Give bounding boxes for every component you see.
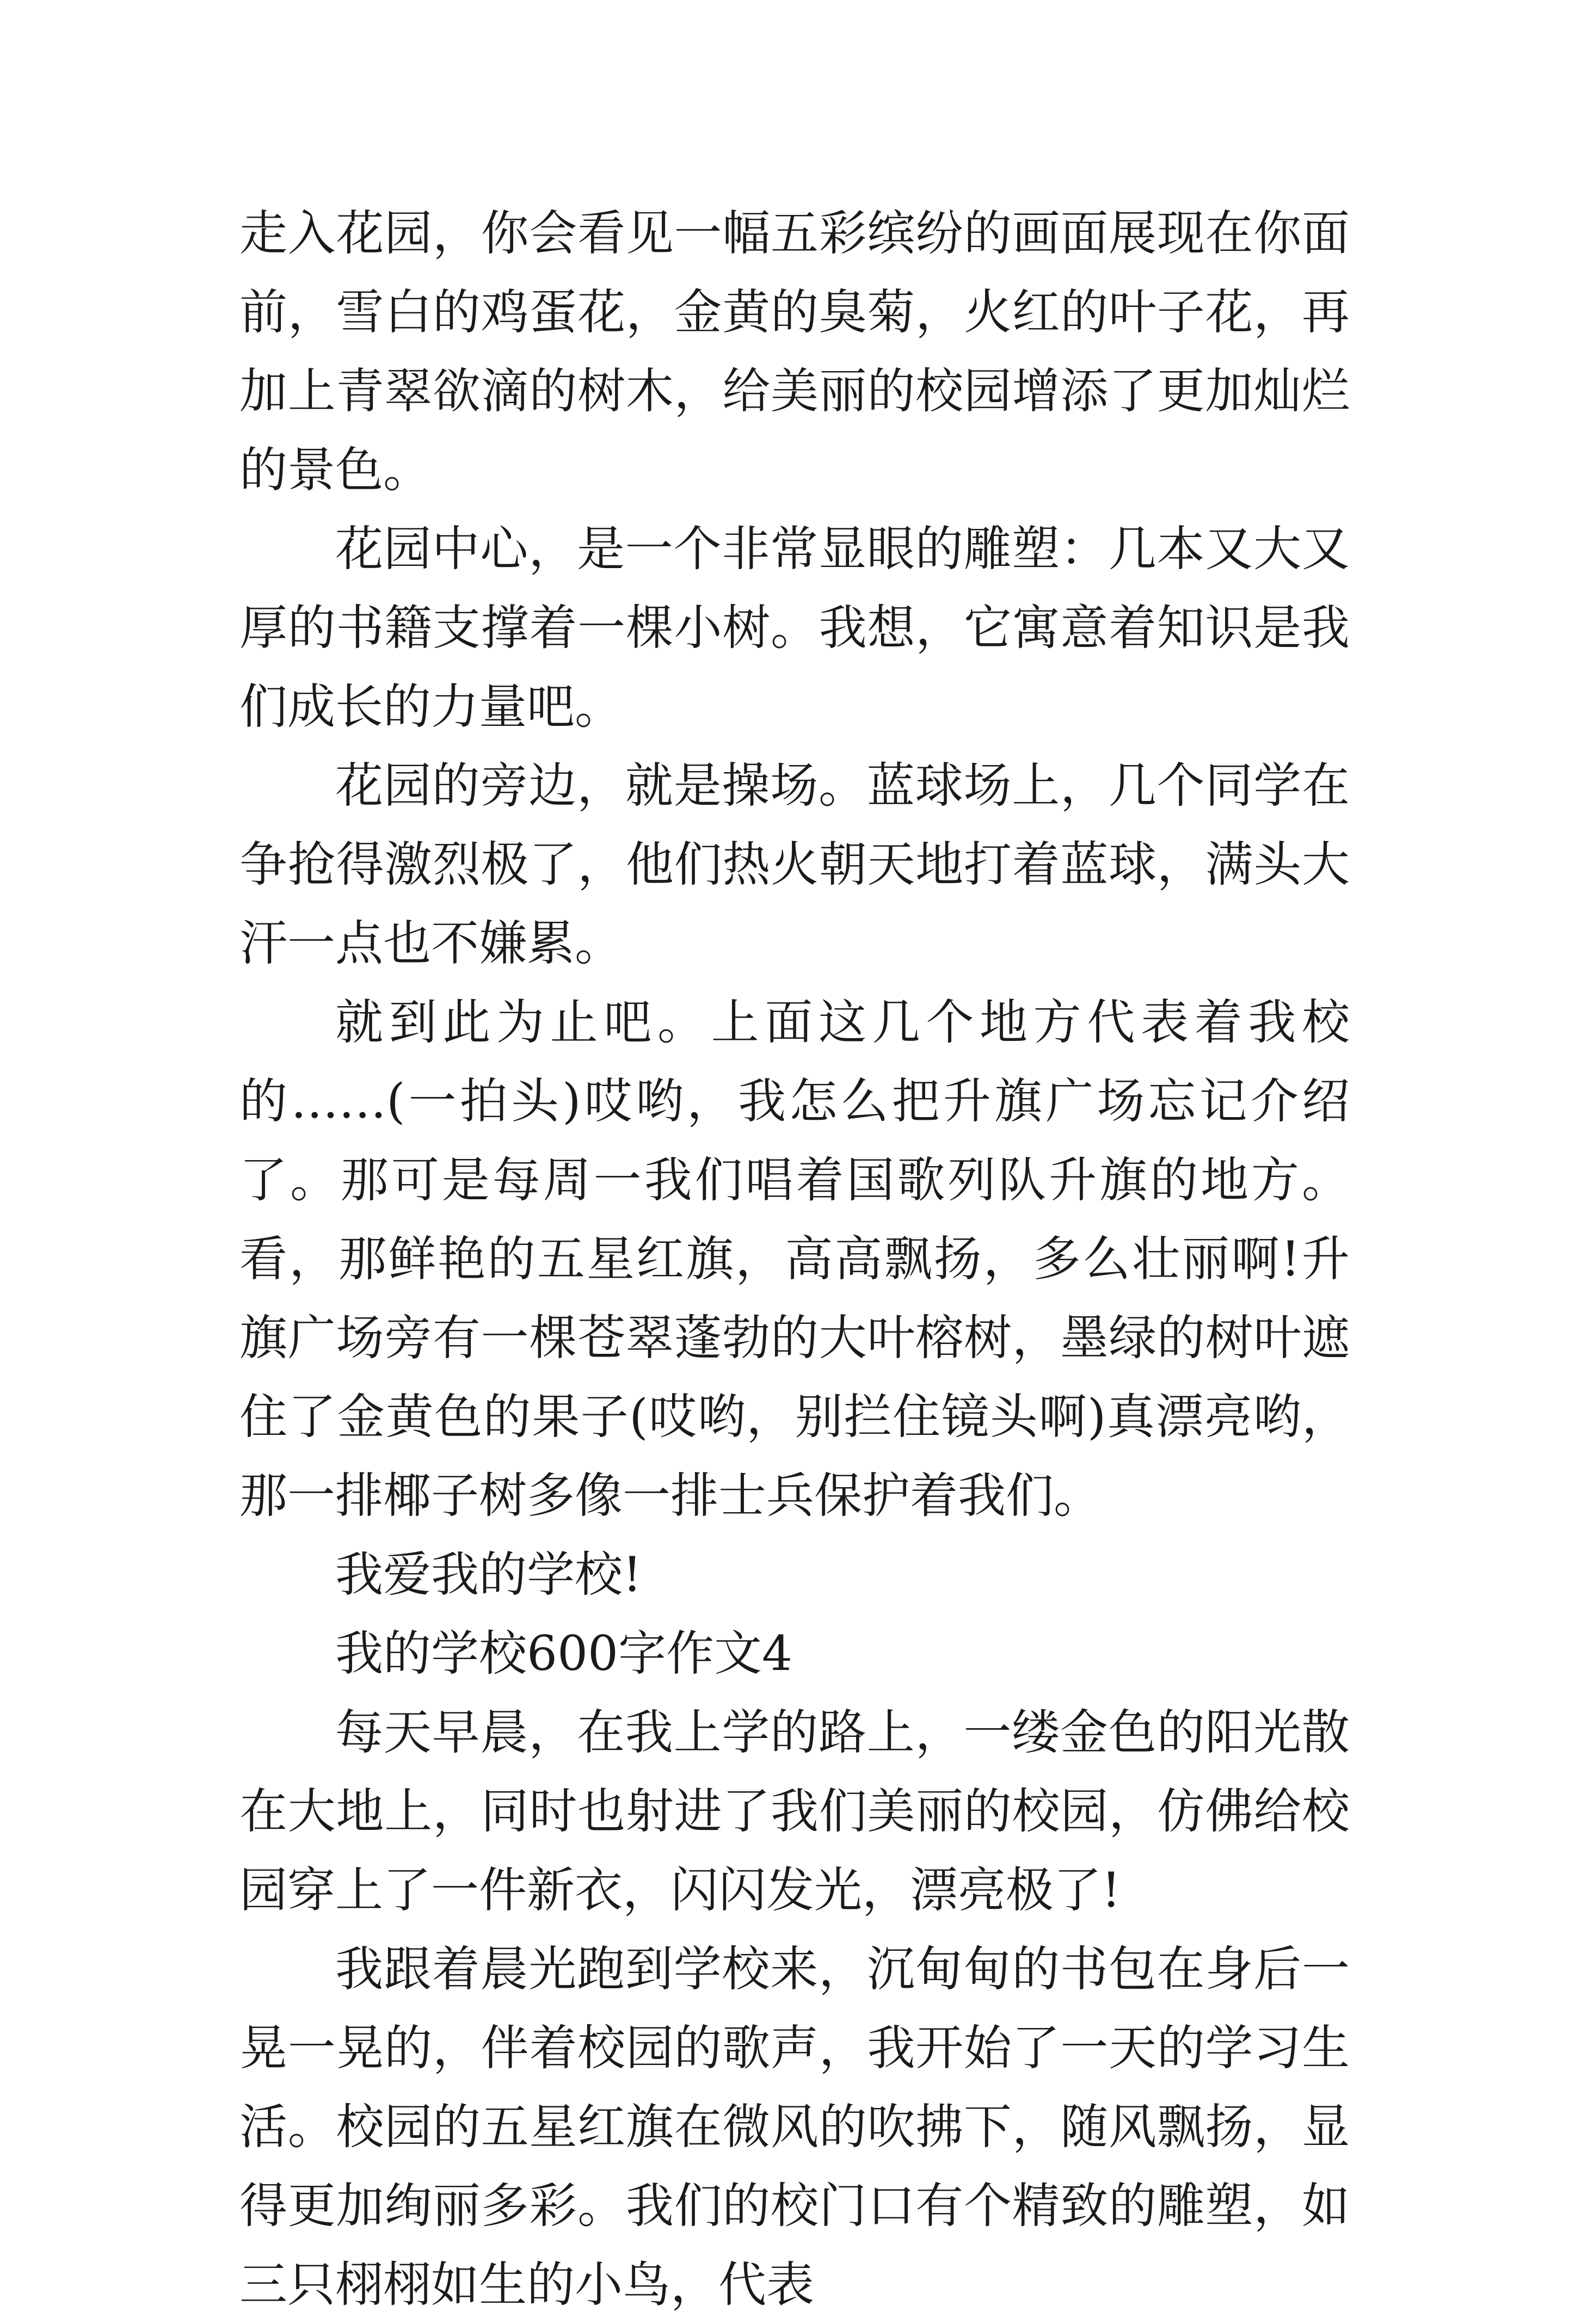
- essay-body: [239, 194, 1350, 2324]
- essay-title-4: 我的学校600字作文4: [335, 1625, 792, 1681]
- paragraph-morning-sunlight: 每天早晨，在我上学的路上，一缕金色的阳光散在大地上，同时也射进了我们美丽的校园，仿佛给校园穿上了一件新衣，闪闪发光，漂亮极了!: [239, 1704, 1350, 1918]
- paragraph-garden-colors: 走入花园，你会看见一幅五彩缤纷的画面展现在你面前，雪白的鸡蛋花，金黄的臭菊，火红的叶子花，再加上青翠欲滴的树木，给美丽的校园增添了更加灿烂的景色。: [239, 205, 1350, 498]
- paragraph-flag-square: 就到此为止吧。上面这几个地方代表着我校的……(一拍头)哎哟，我怎么把升旗广场忘记介绍了。那可是每周一我们唱着国歌列队升旗的地方。看，那鲜艳的五星红旗，高高飘扬，多么壮丽啊!升旗广场旁有一棵苍翠蓬勃的大叶榕树，墨绿的树叶遮住了金黄色的果子(哎哟，别拦住镜头啊)真漂亮哟，那一排椰子树多像一排士兵保护着我们。: [239, 994, 1350, 1524]
- paragraph-playground: 花园的旁边，就是操场。蓝球场上，几个同学在争抢得激烈极了，他们热火朝天地打着蓝球，满头大汗一点也不嫌累。: [239, 757, 1350, 971]
- paragraph-love-school: 我爱我的学校!: [335, 1546, 642, 1602]
- paragraph-sculpture: 花园中心，是一个非常显眼的雕塑：几本又大又厚的书籍支撑着一棵小树。我想，它寓意着知识是我们成长的力量吧。: [239, 521, 1350, 735]
- paragraph-school-day: 我跟着晨光跑到学校来，沉甸甸的书包在身后一晃一晃的，伴着校园的歌声，我开始了一天的学习生活。校园的五星红旗在微风的吹拂下，随风飘扬，显得更加绚丽多彩。我们的校门口有个精致的雕塑，如三只栩栩如生的小鸟，代表: [239, 1941, 1350, 2313]
